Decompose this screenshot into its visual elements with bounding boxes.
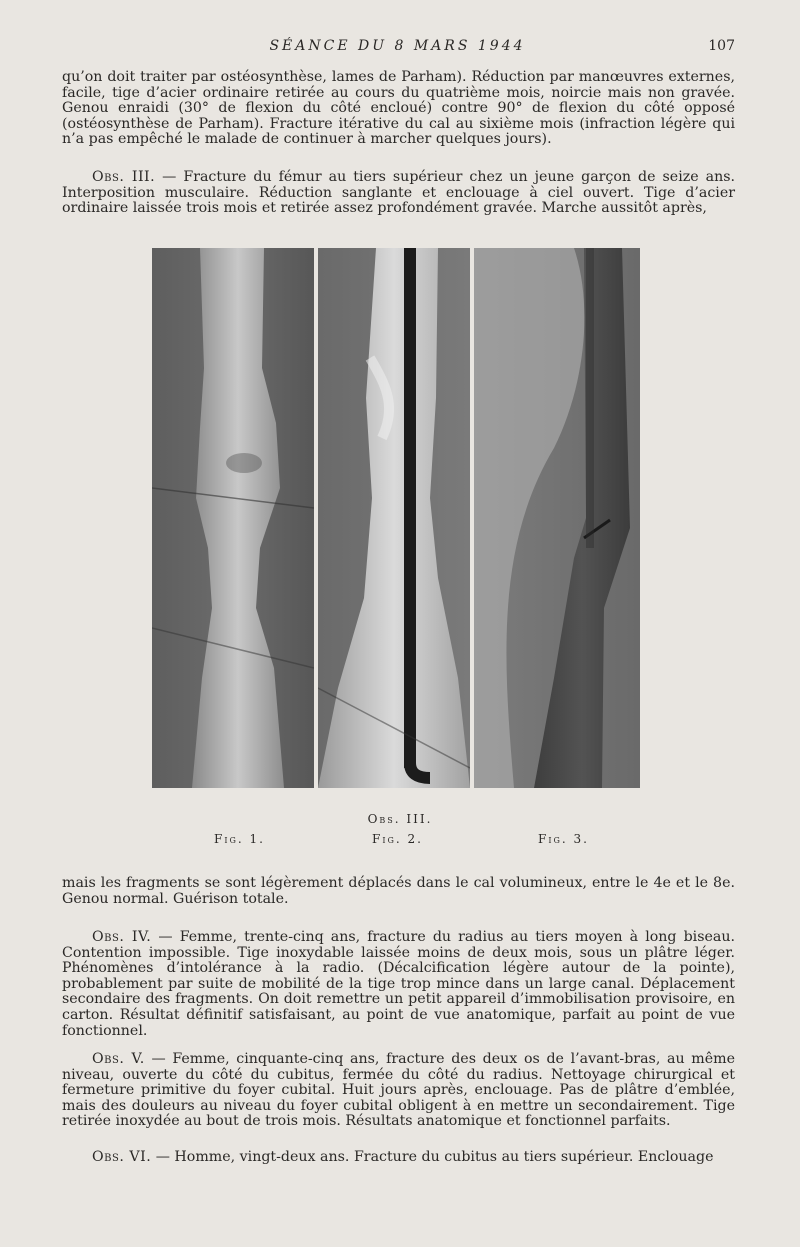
xray-image-fig-1 — [152, 248, 314, 788]
figure-label-2: Fig. 2. — [372, 832, 423, 846]
obs-3-label: Obs. III. — [92, 169, 156, 185]
xray-image-fig-3 — [474, 248, 640, 788]
xray-figure-plate — [152, 248, 640, 788]
xray-image-fig-2 — [318, 248, 470, 788]
obs-5-label: Obs. V. — [92, 1051, 145, 1067]
running-title: SÉANCE DU 8 MARS 1944 — [269, 38, 526, 54]
paragraph-obs-6 — [62, 1150, 735, 1166]
obs-3-text: — Fracture du fémur au tiers supérieur chez un jeune garçon de seize ans. Interposition musculaire. Réduction sanglante et enclouage à ciel ouvert. Tige d’acier ordinaire laissée trois mois et retirée assez profondément gravée. Marche aussitôt après, — [62, 169, 735, 217]
paragraph-obs-3-continued: mais les fragments se sont légèrement déplacés dans le cal volumineux, entre le 4e et le 8e. Genou normal. Guérison totale. — [62, 875, 735, 907]
obs-4-text: — Femme, trente-cinq ans, fracture du radius au tiers moyen à long biseau. Contention impossible. Tige inoxydable laissée moins de deux mois, sous un plâtre léger. Phénomènes d’intolérance à la radio. (Décalcification légère autour de la pointe), probablement par suite de mobilité de la tige trop mince dans un large canal. Déplacement secondaire des fragments. On doit remettre un petit appareil d’immobilisation provisoire, en carton. Résultat définitif satisfaisant, au point de vue anatomique, parfait au point de vue fonctionnel. — [62, 929, 735, 1039]
paragraph-obs-4 — [62, 930, 735, 1039]
paragraph-continuation: qu’on doit traiter par ostéosynthèse, lames de Parham). Réduction par manœuvres externes, facile, tige d’acier ordinaire retirée au cours du quatrième mois, noircie mais non gravée. Genou enraidi (30° de flexion du côté encloué) contre 90° de flexion du côté opposé (ostéosynthèse de Parham). Fracture itérative du cal au sixième mois (infraction légère qui n’a pas empêché le malade de continuer à marcher quelques jours). — [62, 69, 735, 148]
obs-6-text: — Homme, vingt-deux ans. Fracture du cubitus au tiers supérieur. Enclouage — [151, 1149, 714, 1165]
paragraph-obs-5 — [62, 1052, 735, 1130]
obs-6-label: Obs. VI. — [92, 1149, 152, 1165]
page-header — [60, 38, 735, 58]
obs-4-label: Obs. IV. — [92, 929, 152, 945]
paragraph-obs-3 — [62, 170, 735, 217]
figure-caption-obs: Obs. III. — [367, 812, 433, 826]
figure-label-1: Fig. 1. — [214, 832, 265, 846]
page-number: 107 — [708, 38, 735, 54]
obs-5-text: — Femme, cinquante-cinq ans, fracture des deux os de l’avant-bras, au même niveau, ouverte du côté du cubitus, fermée du côté du radius. Nettoyage chirurgical et fermeture primitive du foyer cubital. Huit jours après, enclouage. Pas de plâtre d’emblée, mais des douleurs au niveau du foyer cubital obligent à en mettre un secondairement. Tige retirée inoxydée au bout de trois mois. Résultats anatomique et fonctionnel parfaits. — [62, 1051, 735, 1130]
figure-label-3: Fig. 3. — [538, 832, 589, 846]
